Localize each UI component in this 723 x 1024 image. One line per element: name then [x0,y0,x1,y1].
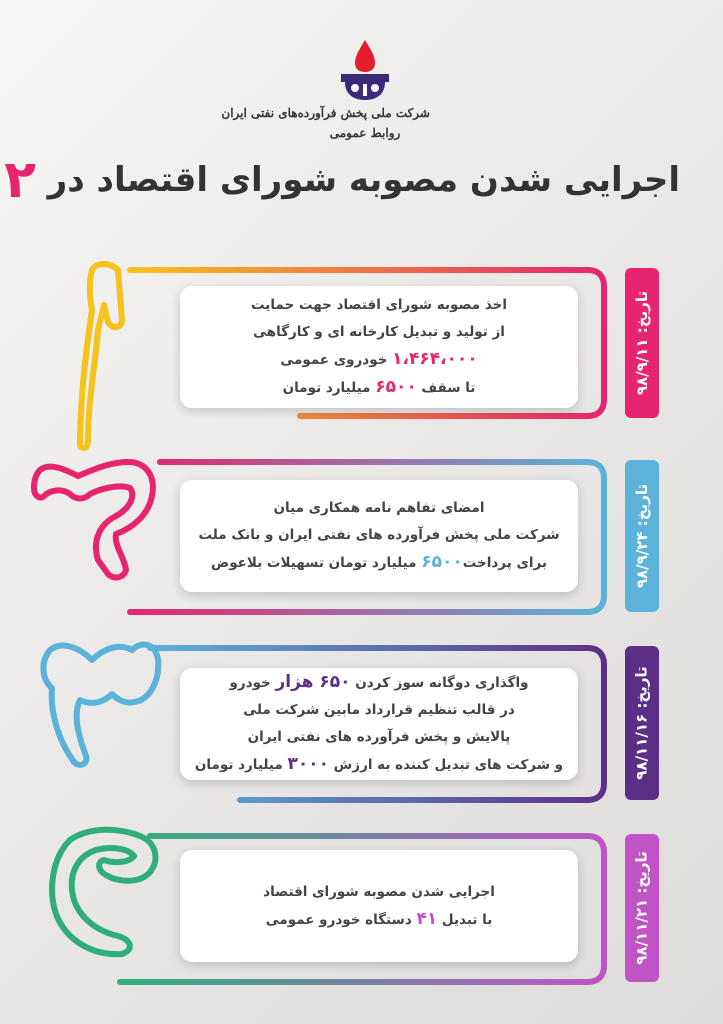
date-badge-2 [625,460,659,612]
step-card-2 [180,480,578,592]
date-text-1: تاریخ: ۹۸/۹/۱۱ [633,290,651,396]
title-text: اجرایی شدن مصوبه شورای اقتصاد در [47,160,680,200]
step-card-1 [180,286,578,408]
card-line: امضای تفاهم نامه همکاری میان [273,500,485,516]
date-badge-1 [625,268,659,418]
date-text-2: تاریخ: ۹۸/۹/۲۴ [633,483,651,589]
highlight-value: ۱،۴۶۴،۰۰۰ [392,349,478,369]
highlight-value: ۶۵۰ هزار [275,672,351,692]
highlight-value: ۳۰۰۰ [287,754,329,774]
card-line: شرکت ملی پخش فرآورده های نفتی ایران و بانک ملت [198,527,560,543]
card-line: از تولید و تبدیل کارخانه ای و کارگاهی [253,324,505,340]
date-badge-4 [625,834,659,982]
card-line: واگذاری دوگانه سوز کردن ۶۵۰ هزار خودرو [229,672,529,692]
logo-department: روابط عمومی [329,126,401,140]
card-line: ۱،۴۶۴،۰۰۰ خودروی عمومی [280,349,478,369]
card-line: تا سقف ۶۵۰۰ میلیارد تومان [282,377,476,397]
date-badge-3 [625,646,659,800]
card-line: اخذ مصوبه شورای اقتصاد جهت حمایت [251,297,507,313]
step-card-3 [180,668,578,780]
title-number: ۲ [4,150,36,210]
card-line: و شرکت های تبدیل کننده به ارزش ۳۰۰۰ میلیارد تومان [194,754,564,774]
highlight-value: ۴۱ [416,908,438,929]
card-line: اجرایی شدن مصوبه شورای اقتصاد [263,883,495,900]
date-text-4: تاریخ: ۹۸/۱۱/۲۱ [633,851,651,965]
card-line: برای پرداخت۶۵۰۰ میلیارد تومان تسهیلات بلاعوض [211,552,547,572]
date-text-3: تاریخ: ۹۸/۱۱/۱۶ [633,666,651,780]
step-card-4 [180,850,578,962]
card-line: در قالب تنظیم قرارداد مابین شرکت ملی [243,702,515,718]
highlight-value: ۶۵۰۰ [421,552,463,572]
card-line: پالایش و پخش فرآورده های نفتی ایران [247,729,511,745]
highlight-value: ۶۵۰۰ [375,377,417,397]
logo-company-name: شرکت ملی پخش فرآورده‌های نفتی ایران [221,106,430,120]
card-line: با تبدیل ۴۱ دستگاه خودرو عمومی [265,908,493,929]
